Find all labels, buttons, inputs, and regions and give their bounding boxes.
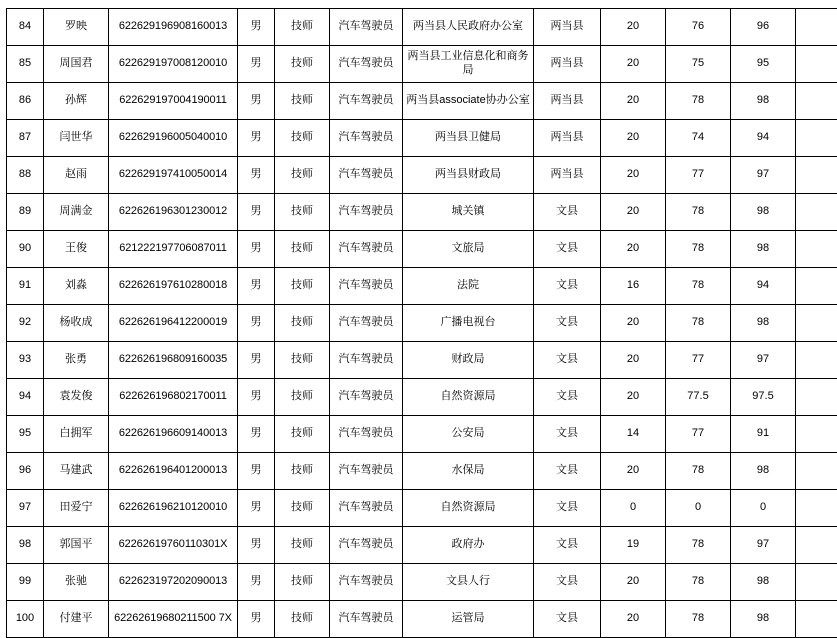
cell-score3: 0 xyxy=(731,490,796,527)
cell-level: 技师 xyxy=(275,490,330,527)
cell-type: 汽车驾驶员 xyxy=(330,490,403,527)
cell-score1: 20 xyxy=(601,231,666,268)
cell-score2: 78 xyxy=(666,601,731,638)
cell-area: 文县 xyxy=(534,490,601,527)
cell-score1: 20 xyxy=(601,379,666,416)
cell-score1: 0 xyxy=(601,490,666,527)
cell-index: 84 xyxy=(7,9,44,46)
cell-score3: 98 xyxy=(731,231,796,268)
table-row xyxy=(7,490,837,527)
cell-score3: 98 xyxy=(731,453,796,490)
cell-score3: 97.5 xyxy=(731,379,796,416)
cell-sex: 男 xyxy=(238,453,275,490)
cell-id: 622626196301230012 xyxy=(109,194,238,231)
roster-table xyxy=(6,8,837,638)
cell-id: 62262619760110301X xyxy=(109,527,238,564)
cell-unit: 自然资源局 xyxy=(403,490,534,527)
cell-name: 张勇 xyxy=(44,342,109,379)
cell-remark xyxy=(796,416,837,453)
cell-area: 文县 xyxy=(534,268,601,305)
cell-score2: 78 xyxy=(666,194,731,231)
cell-id: 622626196809160035 xyxy=(109,342,238,379)
cell-score3: 94 xyxy=(731,120,796,157)
cell-score1: 16 xyxy=(601,268,666,305)
cell-unit: 法院 xyxy=(403,268,534,305)
cell-id: 622626196210120010 xyxy=(109,490,238,527)
cell-score2: 78 xyxy=(666,231,731,268)
cell-score1: 20 xyxy=(601,120,666,157)
cell-name: 王俊 xyxy=(44,231,109,268)
cell-area: 两当县 xyxy=(534,9,601,46)
cell-remark xyxy=(796,601,837,638)
cell-sex: 男 xyxy=(238,601,275,638)
cell-score1: 20 xyxy=(601,157,666,194)
cell-level: 技师 xyxy=(275,527,330,564)
cell-type: 汽车驾驶员 xyxy=(330,564,403,601)
cell-index: 98 xyxy=(7,527,44,564)
cell-score2: 77 xyxy=(666,342,731,379)
cell-score2: 78 xyxy=(666,305,731,342)
cell-level: 技师 xyxy=(275,601,330,638)
cell-score2: 74 xyxy=(666,120,731,157)
cell-unit: 两当县卫健局 xyxy=(403,120,534,157)
table-row xyxy=(7,46,837,83)
cell-level: 技师 xyxy=(275,194,330,231)
cell-area: 两当县 xyxy=(534,120,601,157)
cell-score1: 19 xyxy=(601,527,666,564)
cell-unit: 文县人行 xyxy=(403,564,534,601)
cell-score3: 98 xyxy=(731,305,796,342)
cell-level: 技师 xyxy=(275,120,330,157)
cell-level: 技师 xyxy=(275,453,330,490)
cell-area: 文县 xyxy=(534,379,601,416)
cell-name: 郭国平 xyxy=(44,527,109,564)
cell-sex: 男 xyxy=(238,527,275,564)
cell-sex: 男 xyxy=(238,342,275,379)
cell-type: 汽车驾驶员 xyxy=(330,231,403,268)
cell-index: 90 xyxy=(7,231,44,268)
cell-score2: 78 xyxy=(666,564,731,601)
cell-name: 周国君 xyxy=(44,46,109,83)
cell-unit: 自然资源局 xyxy=(403,379,534,416)
cell-id: 622626196401200013 xyxy=(109,453,238,490)
cell-level: 技师 xyxy=(275,83,330,120)
cell-id: 622629196908160013 xyxy=(109,9,238,46)
cell-index: 89 xyxy=(7,194,44,231)
table-row xyxy=(7,527,837,564)
cell-level: 技师 xyxy=(275,379,330,416)
table-row xyxy=(7,601,837,638)
cell-level: 技师 xyxy=(275,268,330,305)
cell-type: 汽车驾驶员 xyxy=(330,342,403,379)
cell-index: 99 xyxy=(7,564,44,601)
cell-score3: 97 xyxy=(731,342,796,379)
cell-score3: 97 xyxy=(731,157,796,194)
cell-index: 85 xyxy=(7,46,44,83)
table-row xyxy=(7,305,837,342)
roster-table-body xyxy=(7,9,837,638)
cell-remark xyxy=(796,268,837,305)
cell-index: 86 xyxy=(7,83,44,120)
cell-id: 622629197008120010 xyxy=(109,46,238,83)
cell-index: 100 xyxy=(7,601,44,638)
cell-type: 汽车驾驶员 xyxy=(330,379,403,416)
cell-remark xyxy=(796,342,837,379)
cell-level: 技师 xyxy=(275,564,330,601)
cell-sex: 男 xyxy=(238,231,275,268)
cell-unit: 运管局 xyxy=(403,601,534,638)
table-row xyxy=(7,379,837,416)
cell-type: 汽车驾驶员 xyxy=(330,46,403,83)
cell-remark xyxy=(796,194,837,231)
cell-area: 文县 xyxy=(534,231,601,268)
cell-id: 622626197610280018 xyxy=(109,268,238,305)
cell-unit: 文旅局 xyxy=(403,231,534,268)
cell-remark xyxy=(796,120,837,157)
cell-unit: 财政局 xyxy=(403,342,534,379)
cell-score2: 77 xyxy=(666,416,731,453)
cell-score1: 20 xyxy=(601,453,666,490)
cell-index: 92 xyxy=(7,305,44,342)
table-row xyxy=(7,231,837,268)
cell-level: 技师 xyxy=(275,46,330,83)
cell-score2: 0 xyxy=(666,490,731,527)
cell-type: 汽车驾驶员 xyxy=(330,120,403,157)
cell-score2: 77 xyxy=(666,157,731,194)
cell-name: 付建平 xyxy=(44,601,109,638)
cell-unit: 两当县associate协办公室 xyxy=(403,83,534,120)
cell-area: 文县 xyxy=(534,305,601,342)
cell-name: 罗映 xyxy=(44,9,109,46)
cell-id: 622629197410050014 xyxy=(109,157,238,194)
cell-type: 汽车驾驶员 xyxy=(330,9,403,46)
cell-name: 田爱宁 xyxy=(44,490,109,527)
cell-name: 白拥军 xyxy=(44,416,109,453)
cell-unit: 广播电视台 xyxy=(403,305,534,342)
cell-area: 文县 xyxy=(534,453,601,490)
cell-index: 95 xyxy=(7,416,44,453)
cell-score3: 95 xyxy=(731,46,796,83)
table-row xyxy=(7,120,837,157)
cell-name: 周满金 xyxy=(44,194,109,231)
cell-sex: 男 xyxy=(238,490,275,527)
table-row xyxy=(7,9,837,46)
cell-type: 汽车驾驶员 xyxy=(330,453,403,490)
cell-area: 文县 xyxy=(534,564,601,601)
cell-area: 文县 xyxy=(534,527,601,564)
cell-score3: 97 xyxy=(731,527,796,564)
cell-id: 622626196412200019 xyxy=(109,305,238,342)
cell-type: 汽车驾驶员 xyxy=(330,194,403,231)
cell-score1: 20 xyxy=(601,564,666,601)
cell-score2: 78 xyxy=(666,453,731,490)
table-row xyxy=(7,564,837,601)
cell-name: 马建武 xyxy=(44,453,109,490)
cell-sex: 男 xyxy=(238,564,275,601)
cell-score2: 78 xyxy=(666,527,731,564)
cell-id: 622629196005040010 xyxy=(109,120,238,157)
table-row xyxy=(7,453,837,490)
cell-area: 文县 xyxy=(534,194,601,231)
cell-score1: 20 xyxy=(601,601,666,638)
cell-index: 97 xyxy=(7,490,44,527)
cell-remark xyxy=(796,231,837,268)
cell-remark xyxy=(796,453,837,490)
cell-id: 622626196609140013 xyxy=(109,416,238,453)
cell-remark xyxy=(796,83,837,120)
cell-sex: 男 xyxy=(238,46,275,83)
cell-remark xyxy=(796,564,837,601)
cell-name: 袁发俊 xyxy=(44,379,109,416)
cell-name: 孙辉 xyxy=(44,83,109,120)
cell-score2: 75 xyxy=(666,46,731,83)
cell-index: 93 xyxy=(7,342,44,379)
cell-area: 文县 xyxy=(534,342,601,379)
cell-id: 622626196802170011 xyxy=(109,379,238,416)
cell-name: 刘淼 xyxy=(44,268,109,305)
cell-level: 技师 xyxy=(275,231,330,268)
cell-type: 汽车驾驶员 xyxy=(330,83,403,120)
cell-unit: 两当县人民政府办公室 xyxy=(403,9,534,46)
cell-score3: 94 xyxy=(731,268,796,305)
cell-score1: 20 xyxy=(601,46,666,83)
cell-area: 两当县 xyxy=(534,157,601,194)
cell-remark xyxy=(796,157,837,194)
cell-remark xyxy=(796,46,837,83)
cell-score1: 20 xyxy=(601,83,666,120)
cell-sex: 男 xyxy=(238,83,275,120)
cell-id: 622623197202090013 xyxy=(109,564,238,601)
cell-id: 62262619680211500 7X xyxy=(109,601,238,638)
cell-score3: 98 xyxy=(731,564,796,601)
cell-remark xyxy=(796,9,837,46)
cell-level: 技师 xyxy=(275,416,330,453)
cell-unit: 城关镇 xyxy=(403,194,534,231)
cell-name: 赵雨 xyxy=(44,157,109,194)
cell-score1: 20 xyxy=(601,9,666,46)
cell-score3: 98 xyxy=(731,83,796,120)
cell-score3: 98 xyxy=(731,194,796,231)
cell-type: 汽车驾驶员 xyxy=(330,268,403,305)
cell-name: 杨收成 xyxy=(44,305,109,342)
cell-score2: 77.5 xyxy=(666,379,731,416)
cell-area: 文县 xyxy=(534,601,601,638)
cell-type: 汽车驾驶员 xyxy=(330,601,403,638)
cell-area: 两当县 xyxy=(534,83,601,120)
table-row xyxy=(7,268,837,305)
cell-unit: 两当县财政局 xyxy=(403,157,534,194)
cell-index: 91 xyxy=(7,268,44,305)
cell-type: 汽车驾驶员 xyxy=(330,527,403,564)
cell-score1: 20 xyxy=(601,305,666,342)
cell-remark xyxy=(796,490,837,527)
cell-sex: 男 xyxy=(238,9,275,46)
cell-sex: 男 xyxy=(238,120,275,157)
table-row xyxy=(7,194,837,231)
cell-score3: 98 xyxy=(731,601,796,638)
cell-score2: 78 xyxy=(666,268,731,305)
cell-index: 88 xyxy=(7,157,44,194)
cell-score3: 96 xyxy=(731,9,796,46)
cell-area: 文县 xyxy=(534,416,601,453)
cell-remark xyxy=(796,305,837,342)
table-row xyxy=(7,157,837,194)
cell-type: 汽车驾驶员 xyxy=(330,157,403,194)
cell-unit: 政府办 xyxy=(403,527,534,564)
cell-level: 技师 xyxy=(275,157,330,194)
table-row xyxy=(7,416,837,453)
cell-remark xyxy=(796,527,837,564)
cell-score2: 78 xyxy=(666,83,731,120)
cell-remark xyxy=(796,379,837,416)
cell-level: 技师 xyxy=(275,9,330,46)
cell-sex: 男 xyxy=(238,416,275,453)
cell-name: 闫世华 xyxy=(44,120,109,157)
cell-score1: 14 xyxy=(601,416,666,453)
cell-level: 技师 xyxy=(275,342,330,379)
cell-sex: 男 xyxy=(238,305,275,342)
cell-index: 87 xyxy=(7,120,44,157)
cell-sex: 男 xyxy=(238,194,275,231)
cell-sex: 男 xyxy=(238,379,275,416)
cell-type: 汽车驾驶员 xyxy=(330,416,403,453)
table-row xyxy=(7,83,837,120)
table-row xyxy=(7,342,837,379)
cell-name: 张驰 xyxy=(44,564,109,601)
cell-score1: 20 xyxy=(601,194,666,231)
cell-unit: 两当县工业信息化和商务局 xyxy=(403,46,534,83)
cell-type: 汽车驾驶员 xyxy=(330,305,403,342)
cell-score2: 76 xyxy=(666,9,731,46)
cell-unit: 水保局 xyxy=(403,453,534,490)
cell-id: 621222197706087011 xyxy=(109,231,238,268)
cell-id: 622629197004190011 xyxy=(109,83,238,120)
cell-score3: 91 xyxy=(731,416,796,453)
cell-index: 94 xyxy=(7,379,44,416)
cell-area: 两当县 xyxy=(534,46,601,83)
cell-unit: 公安局 xyxy=(403,416,534,453)
cell-level: 技师 xyxy=(275,305,330,342)
cell-index: 96 xyxy=(7,453,44,490)
cell-sex: 男 xyxy=(238,268,275,305)
cell-sex: 男 xyxy=(238,157,275,194)
cell-score1: 20 xyxy=(601,342,666,379)
